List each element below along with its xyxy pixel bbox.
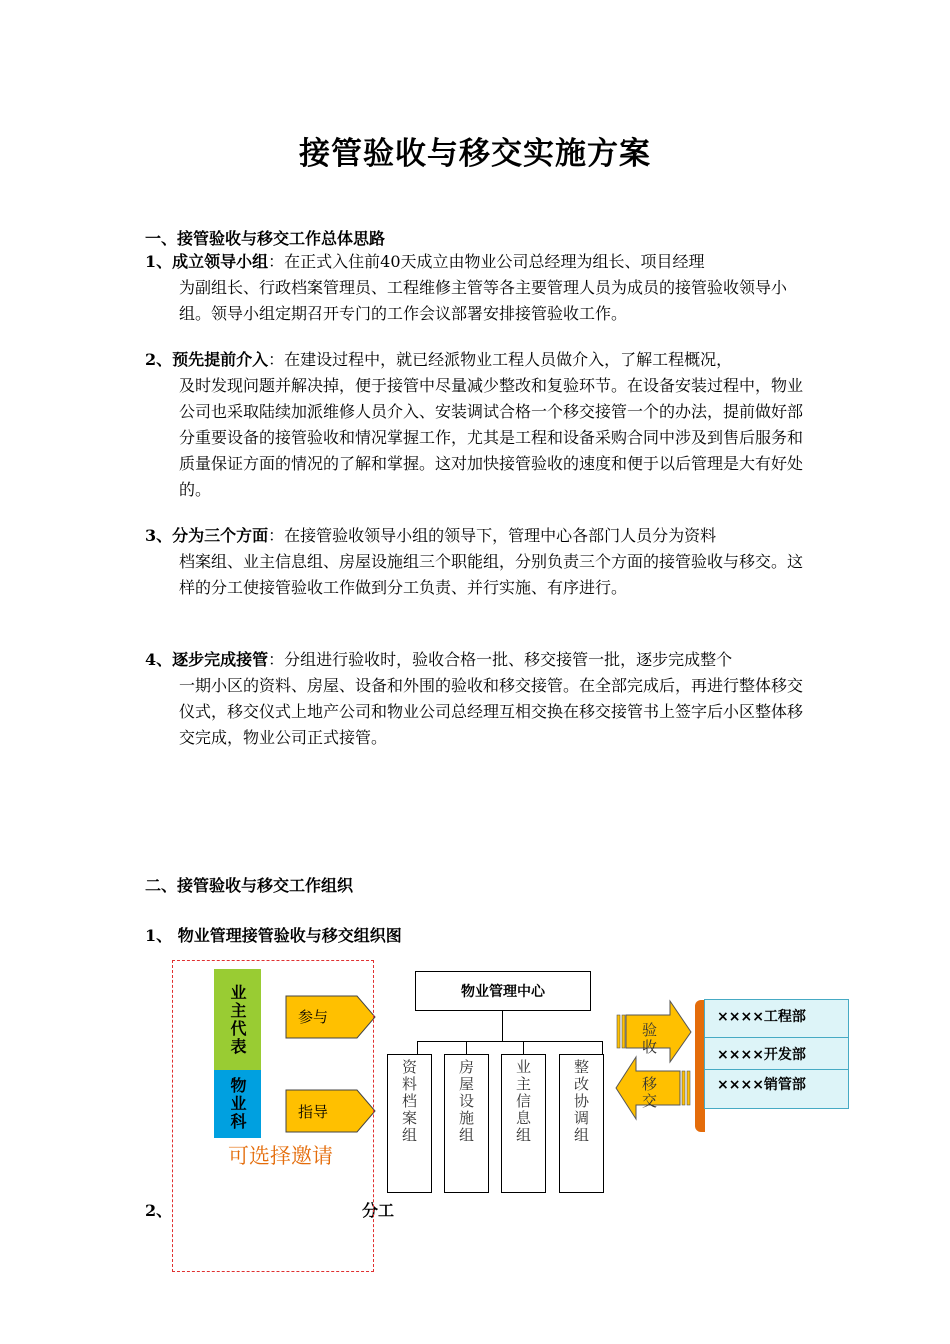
item-lead: 分为三个方面 — [172, 526, 269, 545]
item-text-cont: 一期小区的资料、房屋、设备和外围的验收和移交接管。在全部完成后，再进行整体移交仪式，移交仪式上地产公司和物业公司总经理互相交换在移交接管书上签字后小区整体移交完成，物业公司正式接管。 — [179, 676, 804, 747]
group-box-owner-info — [501, 1054, 546, 1193]
section1-item-1 — [145, 249, 809, 327]
item-text-cont: 及时发现问题并解决掉，便于接管中尽量减少整改和复验环节。在设备安装过程中，物业公司也采取陆续加派维修人员介入、安装调试合格一个移交接管一个的办法，提前做好部分重要设备的接管验收和情况掌握工作，尤其是工程和设备采购合同中涉及到售后服务和质量保证方面的情况的了解和掌握。这对加快接管验收的速度和便于以后管理是大有好处的。 — [179, 376, 804, 499]
group-label: 房屋设施组 — [457, 1059, 475, 1144]
transfer-label: 移交 — [640, 1076, 658, 1110]
property-dept-label: 物业科 — [228, 1077, 247, 1131]
section1-item-3 — [145, 523, 809, 601]
item-lead: 逐步完成接管 — [172, 650, 269, 669]
section1-heading: 一、接管验收与移交工作总体思路 — [145, 229, 386, 248]
connector-drop-3 — [523, 1041, 524, 1054]
group-box-archives — [387, 1054, 432, 1193]
item-sep: ： — [268, 350, 285, 369]
group-box-rectification — [559, 1054, 604, 1193]
item-lead: 预先提前介入 — [172, 350, 269, 369]
item-text: 在正式入住前40天成立由物业公司总经理为组长、项目经理 — [284, 252, 705, 271]
item-text-cont: 档案组、业主信息组、房屋设施组三个职能组，分别负责三个方面的接管验收与移交。这样的分工使接管验收工作做到分工负责、并行实施、有序进行。 — [179, 552, 804, 597]
item-number: 3、 — [145, 526, 173, 545]
item-text: 在建设过程中，就已经派物业工程人员做介入，了解工程概况， — [284, 350, 733, 369]
connector-drop-1 — [417, 1041, 418, 1054]
item-text-cont: 为副组长、行政档案管理员、工程维修主管等各主要管理人员为成员的接管验收领导小组。领导小组定期召开专门的工作会议部署安排接管验收工作。 — [179, 278, 788, 323]
item-number: 1、 — [145, 252, 173, 271]
item-sep: ： — [268, 650, 285, 669]
dept-item: ××××销管部 — [717, 1077, 806, 1093]
section2-heading: 二、接管验收与移交工作组织 — [145, 876, 354, 895]
group-box-facilities — [444, 1054, 489, 1193]
optional-invite-label: 可选择邀请 — [228, 1144, 333, 1168]
accept-transfer-arrows — [614, 999, 694, 1135]
section2-sub2-tail: 分工 — [362, 1201, 395, 1220]
connector-vertical — [502, 1011, 503, 1041]
section1-item-2 — [145, 347, 809, 503]
section2-sub2-number: 2、 — [145, 1201, 173, 1220]
group-label: 资料档案组 — [400, 1059, 418, 1144]
section1-item-4 — [145, 647, 809, 751]
connector-horizontal — [417, 1041, 603, 1042]
connector-drop-4 — [602, 1041, 603, 1054]
item-sep: ： — [268, 252, 285, 271]
item-text: 在接管验收领导小组的领导下，管理中心各部门人员分为资料 — [284, 526, 717, 545]
dept-item: ××××开发部 — [705, 1038, 848, 1070]
management-center-box: 物业管理中心 — [415, 971, 591, 1011]
item-lead: 成立领导小组 — [172, 252, 269, 271]
item-text: 分组进行验收时，验收合格一批、移交接管一批，逐步完成整个 — [284, 650, 733, 669]
dept-list — [704, 999, 849, 1109]
optional-invite-frame — [172, 960, 374, 1272]
section2-sub1: 1、 物业管理接管验收与移交组织图 — [145, 926, 402, 945]
item-number: 2、 — [145, 350, 173, 369]
guide-label: 指导 — [298, 1103, 329, 1121]
owner-rep-label: 业主代表 — [228, 983, 247, 1056]
group-label: 业主信息组 — [514, 1059, 532, 1144]
page-title: 接管验收与移交实施方案 — [299, 136, 651, 172]
accept-label: 验收 — [640, 1022, 658, 1056]
item-number: 4、 — [145, 650, 173, 669]
participate-label: 参与 — [298, 1008, 329, 1026]
connector-drop-2 — [466, 1041, 467, 1054]
dept-item: ××××工程部 — [705, 1000, 848, 1038]
item-sep: ： — [268, 526, 285, 545]
group-label: 整改协调组 — [572, 1059, 590, 1144]
